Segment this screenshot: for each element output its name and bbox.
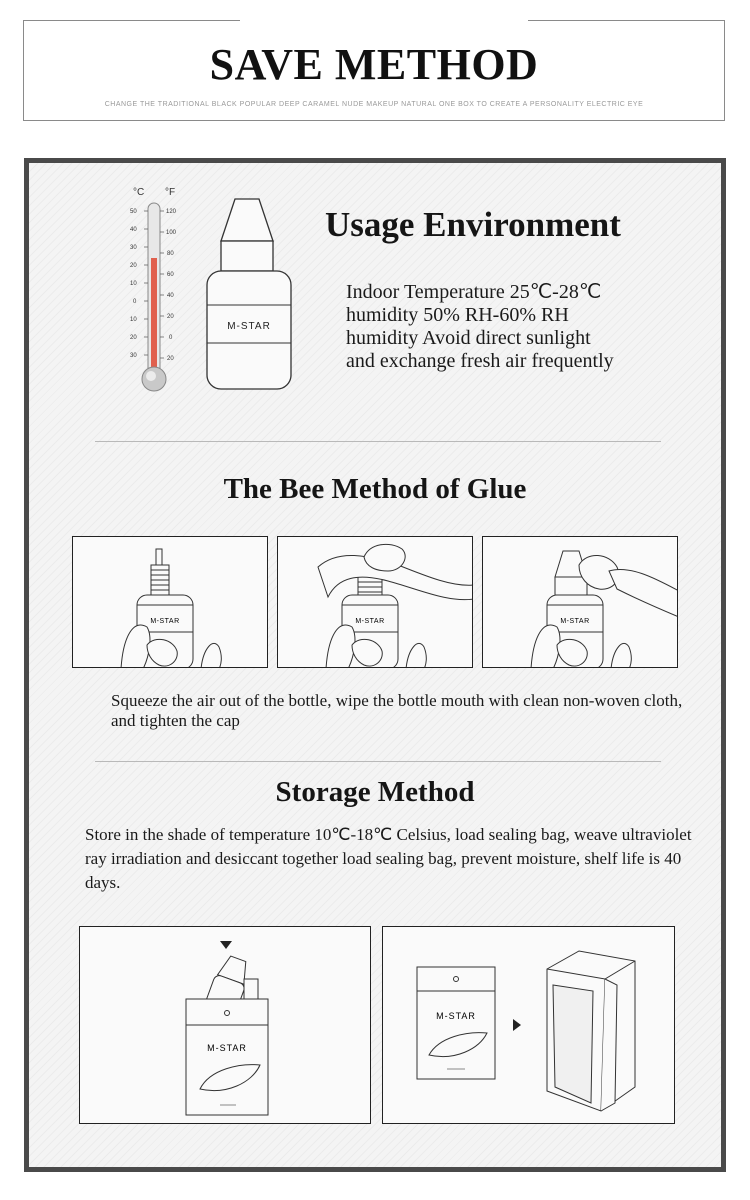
bottle-brand-label: M-STAR [560, 618, 590, 625]
page-subtitle: CHANGE THE TRADITIONAL BLACK POPULAR DEEP CARAMEL NUDE MAKEUP NATURAL ONE BOX TO CREATE A PERSONALITY ELECTRIC EYE [104, 101, 644, 108]
bottle-brand-label: M-STAR [355, 618, 385, 625]
usage-text [346, 281, 686, 373]
bee-step-2-image [277, 536, 473, 668]
c-tick: 50 [130, 209, 137, 215]
usage-line: and exchange fresh air frequently [346, 350, 614, 372]
arrow-down-icon [220, 941, 232, 949]
bee-text: Squeeze the air out of the bottle, wipe the bottle mouth with clean non-woven cloth, and tighten the cap [111, 691, 683, 730]
c-tick: 10 [130, 281, 137, 287]
storage-step-2-image [382, 926, 675, 1124]
c-tick: 0 [133, 299, 137, 305]
usage-title: Usage Environment [325, 205, 621, 244]
c-tick: 30 [130, 245, 137, 251]
c-tick: 10 [130, 317, 137, 323]
thermometer-icon [124, 183, 194, 398]
header-border-gap [240, 18, 528, 24]
bottle-brand-label: M-STAR [227, 321, 271, 332]
fahrenheit-unit: °F [165, 187, 176, 198]
c-tick: 20 [130, 263, 137, 269]
divider [95, 761, 661, 762]
f-tick: 40 [167, 293, 174, 299]
bee-step-1-image [72, 536, 268, 668]
f-tick: 20 [167, 314, 174, 320]
storage-title: Storage Method [275, 776, 475, 808]
c-tick: 30 [130, 353, 137, 359]
bag-brand-label: M-STAR [207, 1043, 247, 1053]
bee-step-3-image [482, 536, 678, 668]
f-tick: 0 [169, 335, 173, 341]
f-tick: 100 [166, 230, 177, 236]
celsius-unit: °C [133, 187, 145, 198]
usage-line: humidity 50% RH-60% RH [346, 304, 569, 326]
usage-line: Indoor Temperature 25℃-28℃ [346, 281, 602, 303]
content-panel [24, 158, 726, 1172]
usage-line: humidity Avoid direct sunlight [346, 327, 591, 349]
bag-brand-label: M-STAR [436, 1011, 476, 1021]
c-tick: 20 [130, 335, 137, 341]
divider [95, 441, 661, 442]
bottle-brand-label: M-STAR [150, 618, 180, 625]
storage-text: Store in the shade of temperature 10℃-18℃ Celsius, load sealing bag, weave ultraviolet ray irradiation and desiccant together load sealing bag, prevent moisture, shelf life is 40 days. [85, 825, 692, 892]
header-box [23, 20, 725, 121]
f-tick: 20 [167, 356, 174, 362]
bee-title: The Bee Method of Glue [223, 473, 527, 505]
f-tick: 60 [167, 272, 174, 278]
f-tick: 120 [166, 209, 177, 215]
f-tick: 80 [167, 251, 174, 257]
c-tick: 40 [130, 227, 137, 233]
storage-step-1-image [79, 926, 371, 1124]
arrow-right-icon [513, 1019, 521, 1031]
glue-bottle-icon [201, 193, 301, 395]
page-title: SAVE METHOD [209, 40, 539, 89]
